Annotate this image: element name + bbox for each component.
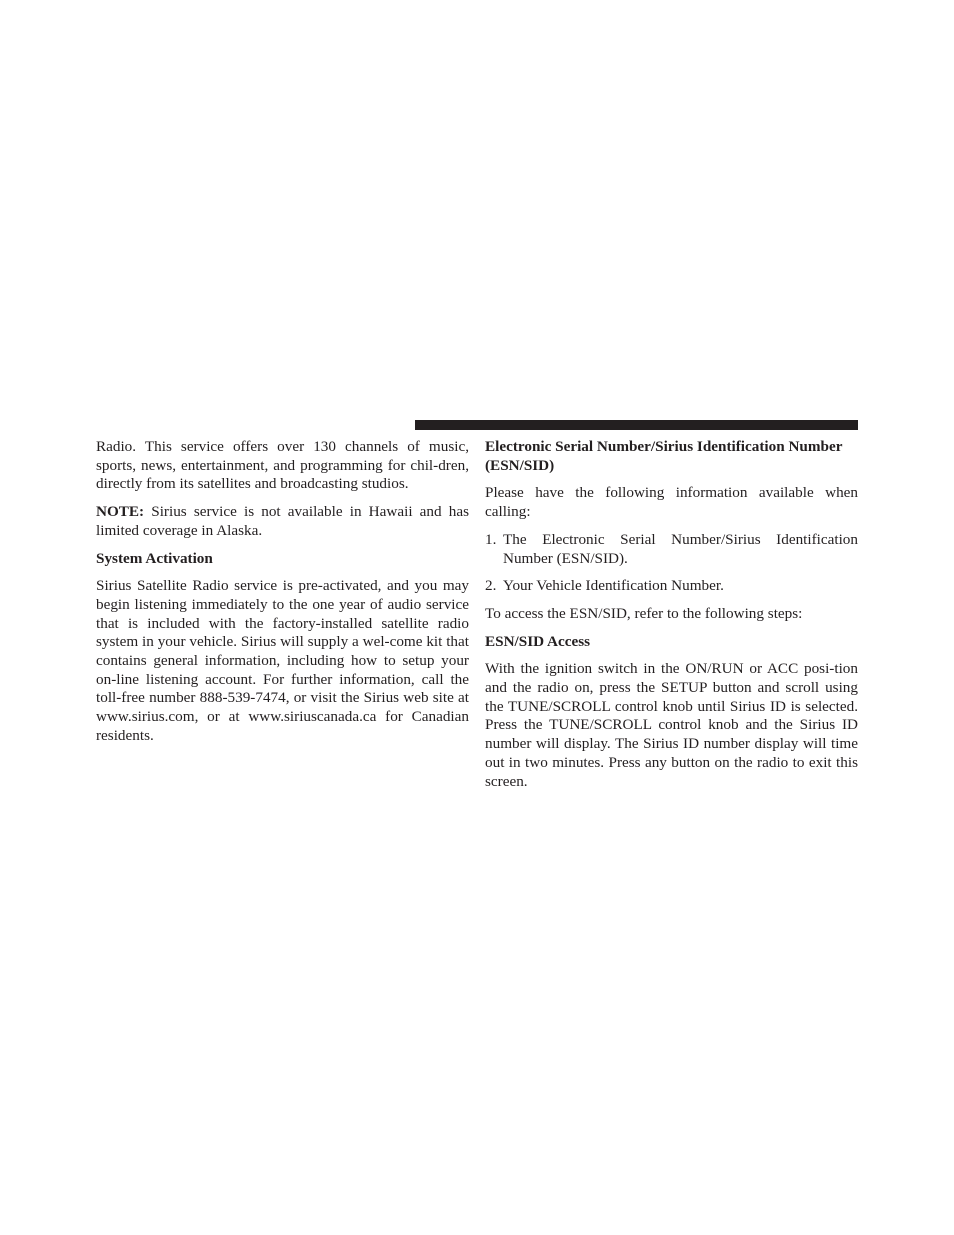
list-text: The Electronic Serial Number/Sirius Identification Number (ESN/SID).: [503, 530, 858, 567]
right-column: [485, 438, 858, 800]
esn-access-heading: ESN/SID Access: [485, 632, 591, 650]
esn-heading: Electronic Serial Number/Sirius Identification Number (ESN/SID): [485, 438, 843, 474]
note-paragraph: [96, 503, 469, 540]
list-item: [485, 531, 858, 568]
esn-intro: Please have the following information available when calling:: [485, 484, 858, 521]
note-label: NOTE:: [96, 503, 145, 521]
system-activation-text: Sirius Satellite Radio service is pre-activated, and you may begin listening immediately to the one year of audio service that is included with the factory-installed satellite radio system in your vehicle. Sirius will supply a wel-come kit that contains general information, including how to setup your on-line listening account. For further information, call the toll-free number 888-539-7474, or visit the Sirius web site at www.sirius.com, or at www.siriuscanada.ca for Canadian residents.: [96, 577, 469, 744]
list-item: [485, 577, 858, 596]
left-column: [96, 438, 469, 755]
list-number: 2.: [485, 577, 497, 595]
header-bar: [415, 420, 858, 430]
list-number: 1.: [485, 530, 497, 548]
system-activation-heading: System Activation: [96, 549, 213, 567]
esn-access-text: With the ignition switch in the ON/RUN or ACC posi-tion and the radio on, press the SETUP button and scroll using the TUNE/SCROLL control knob until Sirius ID is selected. Press the TUNE/SCROLL control knob and the Sirius ID number will display. The Sirius ID number display will time out in two minutes. Press any button on the radio to exit this screen.: [485, 660, 858, 790]
access-intro: To access the ESN/SID, refer to the following steps:: [485, 604, 803, 622]
intro-paragraph: Radio. This service offers over 130 channels of music, sports, news, entertainment, and programming for chil-dren, directly from its satellites and broadcasting studios.: [96, 438, 469, 493]
list-text: Your Vehicle Identification Number.: [503, 577, 724, 595]
note-text: Sirius service is not available in Hawaii and has limited coverage in Alaska.: [96, 503, 469, 539]
